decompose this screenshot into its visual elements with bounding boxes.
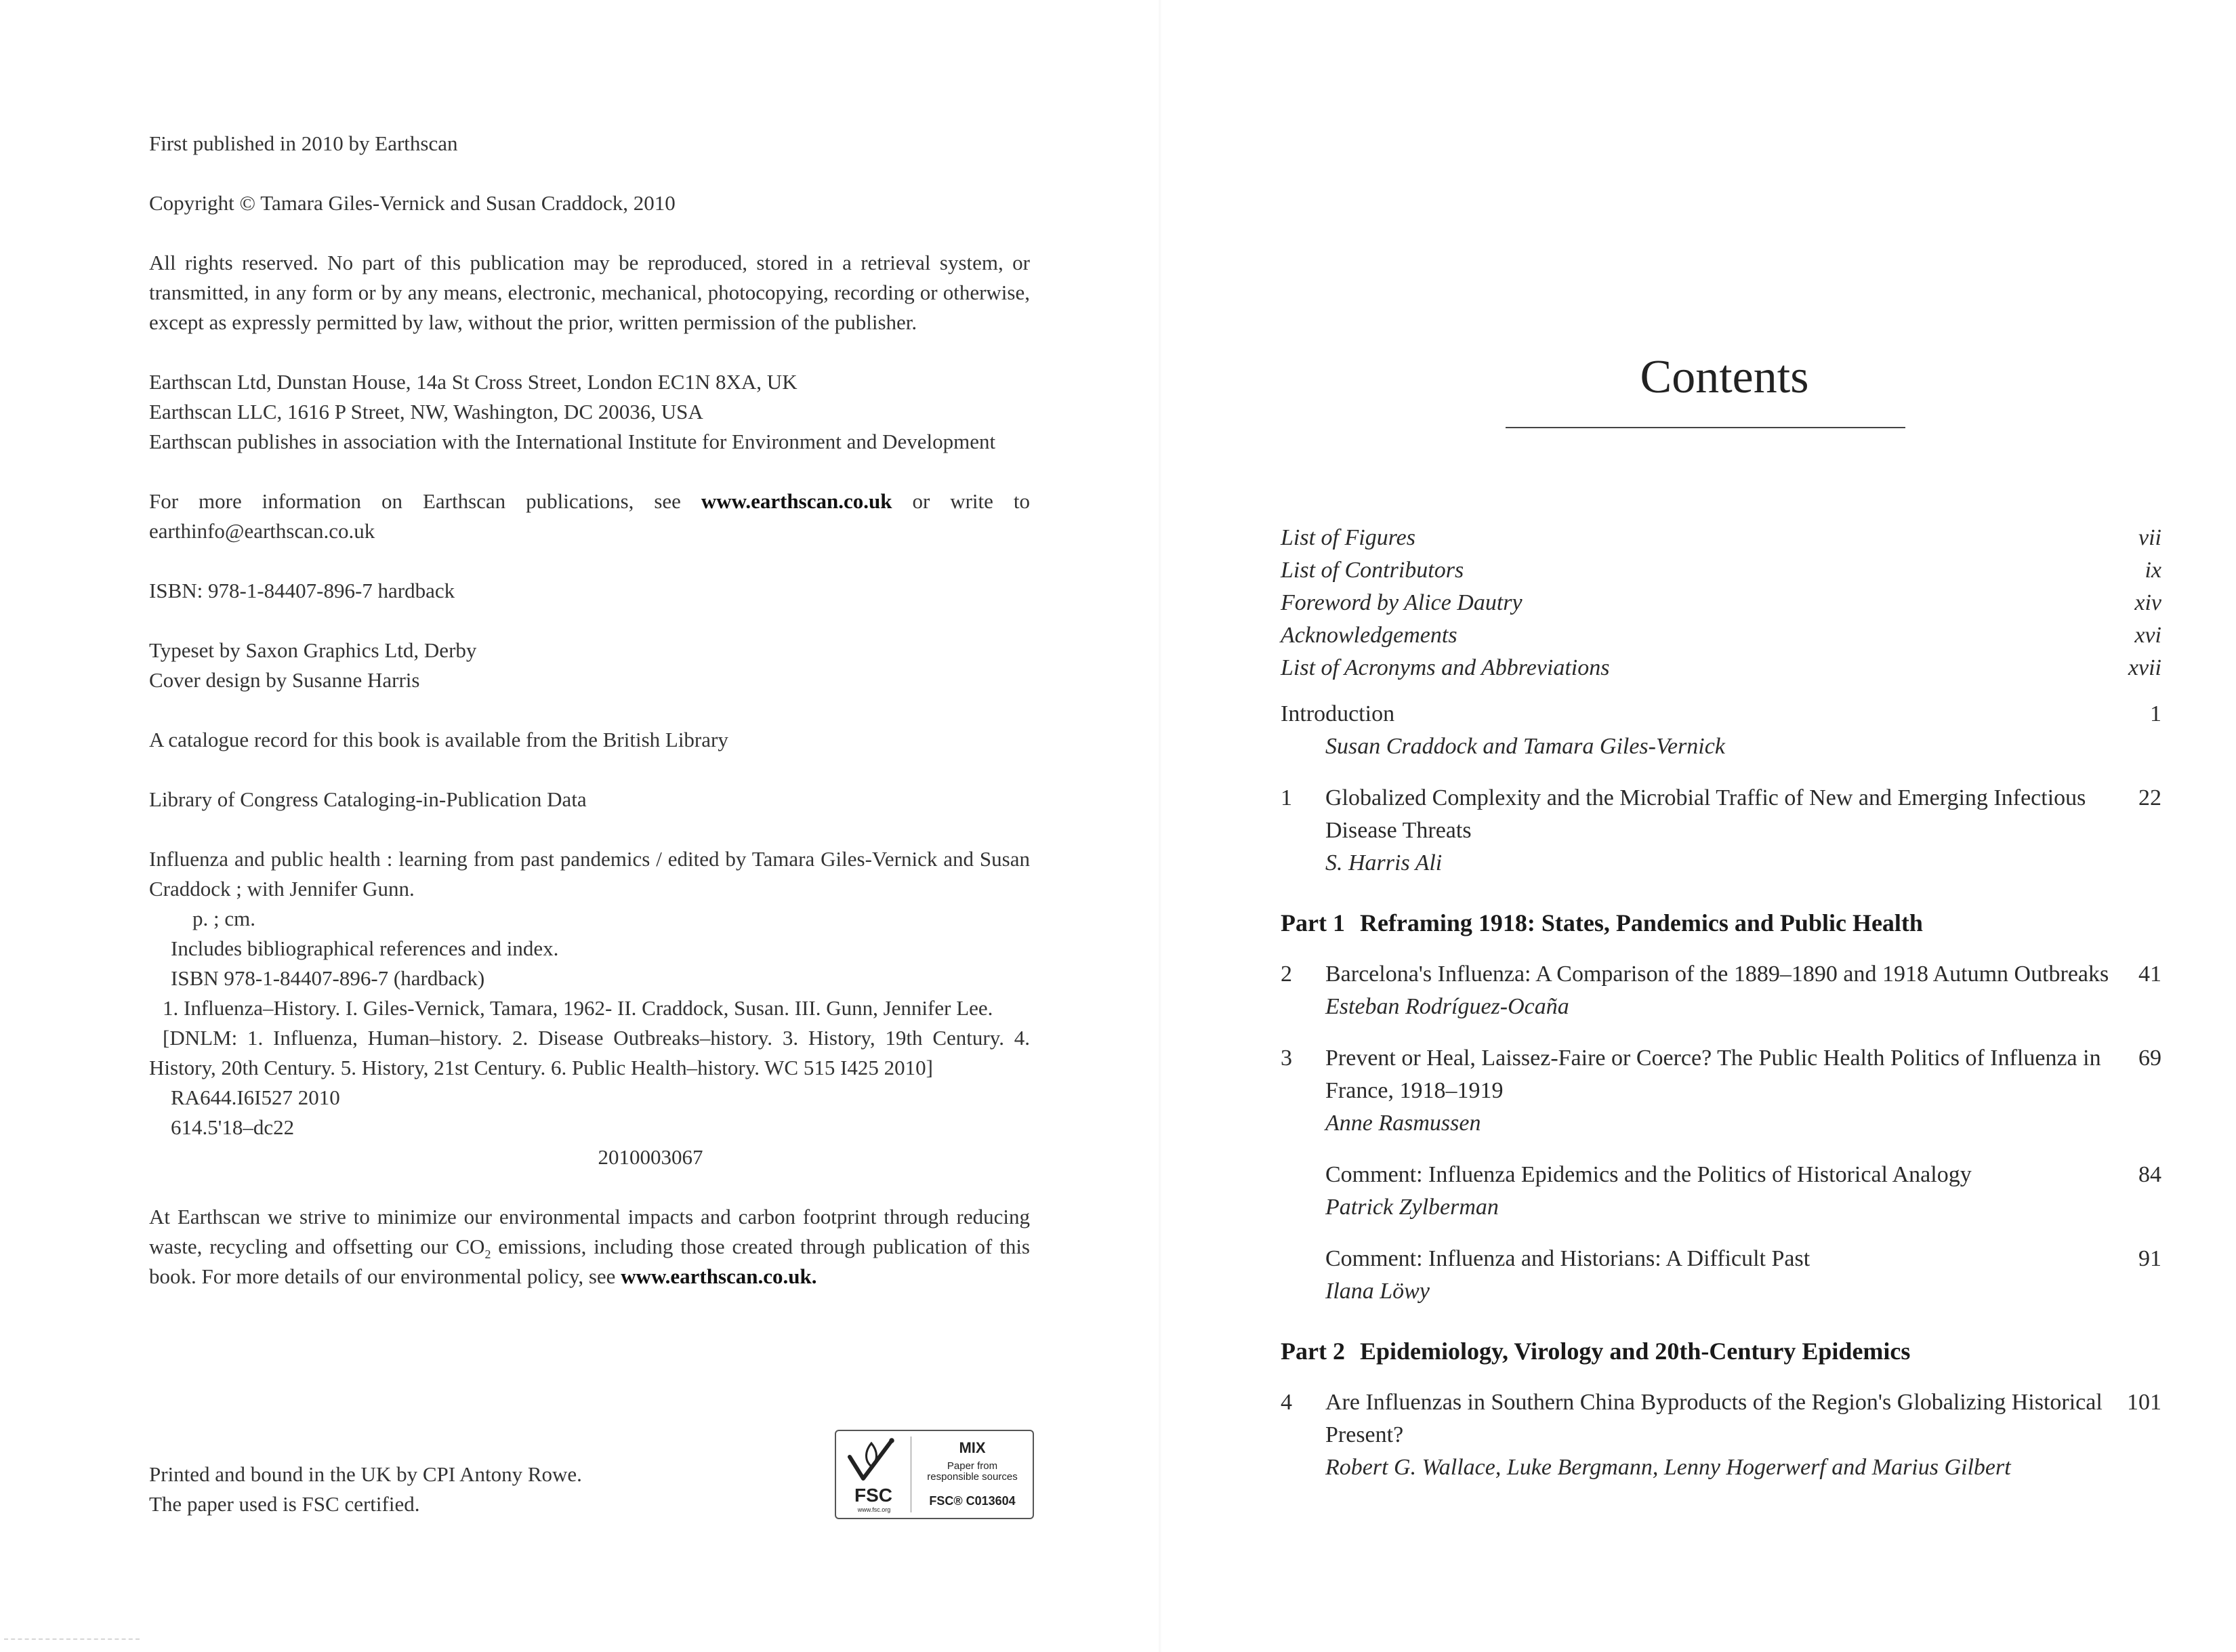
toc-entry-title: List of Figures <box>1281 525 1415 550</box>
cover-credit: Cover design by Susanne Harris <box>149 668 420 692</box>
toc-entry-title: Prevent or Heal, Laissez-Faire or Coerce? The Public Health Politics of Influenza in France, 1918–1919 <box>1325 1046 2101 1103</box>
toc-entry-chapter-1[interactable] <box>1281 782 2161 880</box>
publisher-addresses <box>149 367 1030 457</box>
fsc-mix-label: MIX <box>959 1439 986 1456</box>
production-credits <box>149 636 1030 695</box>
fsc-url: www.fsc.org <box>857 1506 891 1513</box>
fsc-tree-checkmark-icon <box>844 1437 898 1485</box>
toc-entry-chapter-3[interactable] <box>1281 1042 2161 1140</box>
env-text-2: emissions, including those created through publication of this book. For more details of our environmental policy, see <box>149 1235 1030 1288</box>
toc-entry-chapter-2[interactable] <box>1281 958 2161 1023</box>
toc-entry-body <box>1281 1386 2111 1484</box>
isbn-line: ISBN: 978-1-84407-896-7 hardback <box>149 579 455 602</box>
toc-entry-title: Introduction <box>1281 701 1395 726</box>
association-note: Earthscan publishes in association with the International Institute for Environment and Development <box>149 430 996 453</box>
toc-entry-title: List of Acronyms and Abbreviations <box>1281 655 1610 680</box>
part-label: Part 1 <box>1281 909 1345 936</box>
toc-entry-title: Are Influenzas in Southern China Byproducts of the Region's Globalizing Historical Present? <box>1325 1390 2103 1447</box>
fsc-logo-box <box>835 1430 1034 1519</box>
toc-entry-comment-2[interactable] <box>1281 1243 2161 1308</box>
typeset-credit: Typeset by Saxon Graphics Ltd, Derby <box>149 638 477 662</box>
table-of-contents <box>1281 522 2161 1484</box>
page-gutter <box>1159 0 1161 1652</box>
toc-entry-chapter-4[interactable] <box>1281 1386 2161 1484</box>
chapter-number: 4 <box>1281 1390 1292 1415</box>
toc-entry-comment-1[interactable] <box>1281 1159 2161 1224</box>
toc-page-number: xvii <box>2128 655 2161 680</box>
part-title: Epidemiology, Virology and 20th-Century Epidemics <box>1359 1338 1911 1365</box>
fsc-paper-line2: responsible sources <box>927 1471 1018 1483</box>
address-us: Earthscan LLC, 1616 P Street, NW, Washington, DC 20036, USA <box>149 400 703 424</box>
fsc-paper-note <box>915 1461 1030 1483</box>
cip-class1: RA644.I6I527 2010 <box>171 1086 340 1109</box>
toc-entry-authors: S. Harris Ali <box>1325 850 1443 875</box>
toc-page-number: 69 <box>2138 1046 2161 1071</box>
chapter-number: 2 <box>1281 962 1292 987</box>
cip-class2: 614.5'18–dc22 <box>171 1115 295 1139</box>
toc-entry-foreword[interactable] <box>1281 587 2161 619</box>
env-end: . <box>811 1264 817 1288</box>
cip-title: Influenza and public health : learning from past pandemics / edited by Tamara Giles-Vernick and Susan Craddock ; with Jennifer Gunn. <box>149 847 1030 901</box>
more-info-mid: or write to <box>892 489 1030 513</box>
toc-page-number: 91 <box>2138 1246 2161 1271</box>
toc-entry-acronyms[interactable] <box>1281 652 2161 684</box>
cip-includes: Includes bibliographical references and index. <box>171 936 559 960</box>
toc-part-1-heading[interactable] <box>1281 907 2161 939</box>
more-info <box>149 487 1030 546</box>
catalogue-record: A catalogue record for this book is available from the British Library <box>149 728 728 751</box>
cip-data-block <box>149 844 1030 1172</box>
toc-entry-acknowledgements[interactable] <box>1281 619 2161 652</box>
toc-entry-authors: Anne Rasmussen <box>1325 1111 1481 1136</box>
toc-entry-authors: Esteban Rodríguez-Ocaña <box>1325 994 1569 1019</box>
title-rule <box>1506 427 1905 428</box>
fsc-license-code: FSC® C013604 <box>929 1494 1016 1508</box>
toc-entry-title: Barcelona's Influenza: A Comparison of the 1889–1890 and 1918 Autumn Outbreaks <box>1325 962 2109 987</box>
env-text-1: At Earthscan we strive to minimize our environmental impacts and carbon footprint through reducing waste, recycling and offsetting our CO <box>149 1205 1030 1258</box>
toc-page-number: 41 <box>2138 962 2161 987</box>
copyright-page <box>149 129 1030 1292</box>
toc-page-number: vii <box>2138 525 2161 550</box>
environmental-policy <box>149 1202 1030 1292</box>
address-uk: Earthscan Ltd, Dunstan House, 14a St Cross Street, London EC1N 8XA, UK <box>149 370 798 394</box>
toc-entry-authors: Robert G. Wallace, Luke Bergmann, Lenny Hogerwerf and Marius Gilbert <box>1325 1455 2011 1480</box>
first-published: First published in 2010 by Earthscan <box>149 131 458 155</box>
toc-page-number: xiv <box>2134 590 2161 615</box>
cip-pages: p. ; cm. <box>192 907 255 930</box>
toc-page-number: 101 <box>2127 1390 2161 1415</box>
loc-heading: Library of Congress Cataloging-in-Publication Data <box>149 787 587 811</box>
toc-entry-title: Acknowledgements <box>1281 623 1457 648</box>
printer-credits <box>149 1460 582 1519</box>
publisher-email-link[interactable]: earthinfo@earthscan.co.uk <box>149 519 375 543</box>
toc-entry-title: List of Contributors <box>1281 558 1464 583</box>
publisher-website-link[interactable]: www.earthscan.co.uk <box>701 489 892 513</box>
cip-isbn: ISBN 978-1-84407-896-7 (hardback) <box>171 966 485 990</box>
toc-entry-title: Foreword by Alice Dautry <box>1281 590 1523 615</box>
fsc-brand: FSC <box>854 1485 892 1506</box>
paper-note: The paper used is FSC certified. <box>149 1492 420 1516</box>
toc-entry-body <box>1281 782 2111 880</box>
toc-entry-title: Globalized Complexity and the Microbial Traffic of New and Emerging Infectious Disease Threats <box>1325 785 2086 843</box>
chapter-number: 3 <box>1281 1046 1292 1071</box>
scan-edge-mark <box>4 1638 140 1640</box>
chapter-number: 1 <box>1281 785 1292 810</box>
environmental-policy-link[interactable]: www.earthscan.co.uk <box>621 1264 812 1288</box>
toc-entry-authors: Patrick Zylberman <box>1325 1195 1499 1220</box>
toc-entry-introduction[interactable] <box>1281 698 2161 763</box>
rights-statement: All rights reserved. No part of this publication may be reproduced, stored in a retrieval system, or transmitted, in any form or by any means, electronic, mechanical, photocopying, recording or otherwise, except as expressly permitted by law, without the prior, written permission of the publisher. <box>149 251 1030 334</box>
env-subscript: 2 <box>484 1247 491 1262</box>
more-info-prefix: For more information on Earthscan publications, see <box>149 489 701 513</box>
cip-dnlm: [DNLM: 1. Influenza, Human–history. 2. Disease Outbreaks–history. 3. History, 19th Century. 4. History, 20th Century. 5. History, 21st Century. 6. Public Health–history. WC 515 I425 2010] <box>149 1026 1030 1079</box>
toc-page-number: 22 <box>2138 785 2161 810</box>
toc-part-2-heading[interactable] <box>1281 1335 2161 1367</box>
cip-subjects: 1. Influenza–History. I. Giles-Vernick, Tamara, 1962- II. Craddock, Susan. III. Gunn, Jennifer Lee. <box>163 996 993 1020</box>
copyright-line: Copyright © Tamara Giles-Vernick and Susan Craddock, 2010 <box>149 191 676 215</box>
toc-entry-body <box>1281 958 2111 1023</box>
toc-entry-authors: Ilana Löwy <box>1325 1279 1430 1304</box>
toc-entry-title: Comment: Influenza and Historians: A Difficult Past <box>1325 1246 1810 1271</box>
part-title: Reframing 1918: States, Pandemics and Public Health <box>1359 909 1923 936</box>
contents-title: Contents <box>1640 351 1809 403</box>
toc-page-number: xvi <box>2134 623 2161 648</box>
toc-page-number: ix <box>2145 558 2161 583</box>
toc-entry-body <box>1281 1159 2111 1224</box>
printed-by: Printed and bound in the UK by CPI Antony Rowe. <box>149 1462 582 1486</box>
toc-entry-list-of-contributors[interactable] <box>1281 554 2161 587</box>
cip-control-number: 2010003067 <box>598 1145 703 1169</box>
toc-entry-title: Comment: Influenza Epidemics and the Politics of Historical Analogy <box>1325 1162 1972 1187</box>
fsc-paper-line1: Paper from <box>947 1460 998 1472</box>
toc-page-number: 84 <box>2138 1162 2161 1187</box>
toc-entry-body <box>1281 1243 2111 1308</box>
part-label: Part 2 <box>1281 1338 1345 1365</box>
toc-entry-body <box>1281 1042 2111 1140</box>
toc-entry-authors: Susan Craddock and Tamara Giles-Vernick <box>1325 734 1725 759</box>
toc-page-number: 1 <box>2150 701 2161 726</box>
toc-entry-list-of-figures[interactable] <box>1281 522 2161 554</box>
